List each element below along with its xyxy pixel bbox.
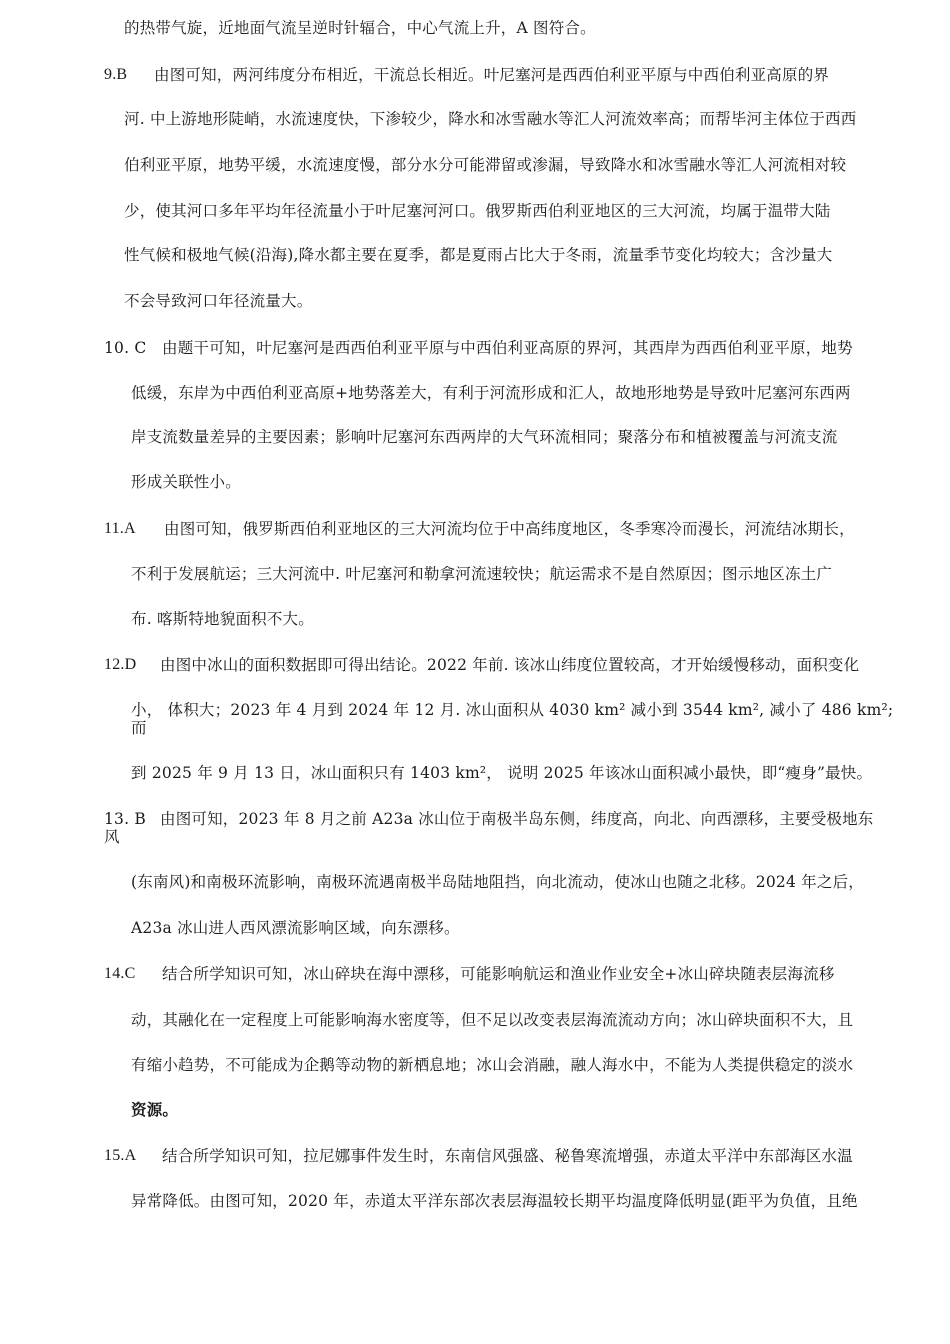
- answer-label-10: 10. C: [104, 339, 147, 357]
- answer-9-line: 由图可知，两河纬度分布相近，干流总长相近。叶尼塞河是西西伯利亚平原与中西伯利亚高原的界: [154, 66, 830, 84]
- answer-11-line: 不利于发展航运；三大河流中. 叶尼塞河和勒拿河流速较快；航运需求不是自然原因；图示地区冻土广: [131, 565, 833, 583]
- answer-13-line: A23a 冰山进人西风漂流影响区域，向东漂移。: [131, 919, 460, 937]
- answer-14-line: 动，其融化在一定程度上可能影响海水密度等，但不足以改变表层海流流动方向；冰山碎块面积不大，且: [131, 1011, 854, 1029]
- answer-12-line: 到 2025 年 9 月 13 日，冰山面积只有 1403 km²， 说明 2025 年该冰山面积减小最快，即“瘦身”最快。: [131, 764, 873, 782]
- answer-9-line: 伯利亚平原，地势平缓，水流速度慢，部分水分可能滞留或渗漏，导致降水和冰雪融水等汇人河流相对较: [124, 156, 847, 174]
- answer-9-line: 河. 中上游地形陡峭，水流速度快，下渗较少，降水和冰雪融水等汇人河流效率高；而帮毕河主体位于西西: [124, 110, 857, 128]
- answer-11-line: 由图可知，俄罗斯西伯利亚地区的三大河流均位于中高纬度地区，冬季寒冷而漫长，河流结冰期长，: [164, 520, 855, 538]
- answer-label-9: 9.B: [104, 66, 128, 83]
- answer-15-line: 异常降低。由图可知，2020 年，赤道太平洋东部次表层海温较长期平均温度降低明显(距平为负值，且绝: [131, 1192, 858, 1210]
- answer-13-line: 由图可知，2023 年 8 月之前 A23a 冰山位于南极半岛东侧，纬度高，向北、向西漂移，主要受极地东: [160, 810, 874, 828]
- answer-9-line: 不会导致河口年径流量大。: [124, 292, 313, 310]
- answer-11-line: 布. 喀斯特地貌面积不大。: [131, 610, 314, 628]
- answer-13-line: 风: [104, 828, 120, 846]
- answer-15-line: 结合所学知识可知，拉尼娜事件发生时，东南信风强盛、秘鲁寒流增强，赤道太平洋中东部海区水温: [162, 1147, 853, 1165]
- intro-line: 的热带气旋，近地面气流呈逆时针辐合，中心气流上升，A 图符合。: [124, 19, 596, 37]
- answer-13-line: (东南风)和南极环流影响，南极环流遇南极半岛陆地阻挡，向北流动，使冰山也随之北移。2024 年之后，: [131, 873, 864, 891]
- answer-12-line: 由图中冰山的面积数据即可得出结论。2022 年前. 该冰山纬度位置较高，才开始缓慢移动，面积变化: [160, 656, 860, 674]
- answer-14-line: 资源。: [131, 1100, 179, 1119]
- answer-10-line: 岸支流数量差异的主要因素；影响叶尼塞河东西两岸的大气环流相同；聚落分布和植被覆盖与河流支流: [131, 428, 838, 446]
- answer-9-line: 性气候和极地气候(沿海),降水都主要在夏季，都是夏雨占比大于冬雨，流量季节变化均较大；含沙量大: [124, 246, 833, 264]
- answer-12-line: 而: [131, 719, 147, 737]
- answer-label-11: 11.A: [104, 520, 136, 537]
- answer-12-line: 小， 体积大；2023 年 4 月到 2024 年 12 月. 冰山面积从 4030 km² 减小到 3544 km², 减小了 486 km²;: [131, 701, 894, 719]
- answer-9-line: 少，使其河口多年平均年径流量小于叶尼塞河河口。俄罗斯西伯利亚地区的三大河流，均属于温带大陆: [124, 202, 831, 220]
- answer-10-line: 形成关联性小。: [131, 473, 241, 491]
- answer-label-14: 14.C: [104, 965, 136, 982]
- answer-label-15: 15.A: [104, 1147, 137, 1164]
- answer-label-13: 13. B: [104, 810, 146, 828]
- answer-14-line: 结合所学知识可知，冰山碎块在海中漂移，可能影响航运和渔业作业安全+冰山碎块随表层海流移: [162, 965, 835, 983]
- answer-10-line: 低缓，东岸为中西伯利亚高原+地势落差大，有利于河流形成和汇人，故地形地势是导致叶尼塞河东西两: [131, 384, 851, 402]
- answer-14-line: 有缩小趋势，不可能成为企鹅等动物的新栖息地；冰山会消融，融人海水中，不能为人类提供稳定的淡水: [131, 1056, 854, 1074]
- answer-label-12: 12.D: [104, 656, 137, 673]
- answer-10-line: 由题干可知，叶尼塞河是西西伯利亚平原与中西伯利亚高原的界河，其西岸为西西伯利亚平原，地势: [162, 339, 853, 357]
